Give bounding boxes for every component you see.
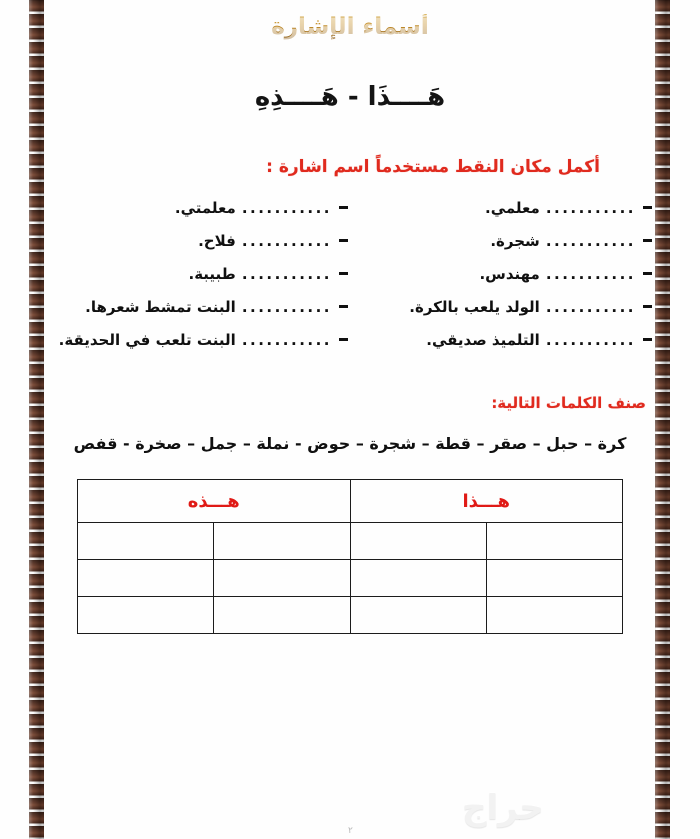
exercise-text: التلميذ صديقي. bbox=[426, 331, 540, 349]
exercise-row bbox=[48, 199, 652, 217]
bullet-dash-icon bbox=[339, 206, 348, 209]
decorative-rope-border-left bbox=[29, 0, 44, 839]
table-header-row bbox=[78, 480, 623, 523]
watermark-logo: حراج bbox=[462, 788, 544, 828]
exercise-text: فلاح. bbox=[198, 232, 236, 250]
exercise-text: معلمي. bbox=[485, 199, 540, 217]
exercise-list bbox=[48, 199, 652, 364]
worksheet-content bbox=[48, 0, 652, 634]
table-cell[interactable] bbox=[350, 597, 486, 634]
bullet-dash-icon bbox=[643, 338, 652, 341]
exercise-text: البنت تمشط شعرها. bbox=[85, 298, 236, 316]
exercise-item bbox=[364, 298, 652, 316]
exercise-item bbox=[48, 265, 348, 283]
decorative-rope-border-right bbox=[655, 0, 670, 839]
table-cell[interactable] bbox=[486, 523, 622, 560]
bullet-dash-icon bbox=[643, 305, 652, 308]
blank-dots: ........... bbox=[545, 265, 636, 283]
blank-dots: ........... bbox=[545, 298, 636, 316]
exercise-row bbox=[48, 265, 652, 283]
table-cell[interactable] bbox=[78, 523, 214, 560]
instruction-classify: صنف الكلمات التالية: bbox=[491, 394, 646, 412]
blank-dots: ........... bbox=[241, 232, 332, 250]
blank-dots: ........... bbox=[241, 265, 332, 283]
classification-table bbox=[77, 479, 623, 634]
table-row bbox=[78, 560, 623, 597]
exercise-item bbox=[364, 232, 652, 250]
blank-dots: ........... bbox=[241, 199, 332, 217]
exercise-text: طبيبة. bbox=[188, 265, 236, 283]
exercise-text: معلمتي. bbox=[174, 199, 236, 217]
exercise-item bbox=[48, 298, 348, 316]
bullet-dash-icon bbox=[643, 239, 652, 242]
table-cell[interactable] bbox=[350, 560, 486, 597]
exercise-text: البنت تلعب في الحديقة. bbox=[58, 331, 236, 349]
table-header-hathihi: هـــذه bbox=[78, 480, 351, 523]
blank-dots: ........... bbox=[241, 298, 332, 316]
bullet-dash-icon bbox=[339, 239, 348, 242]
exercise-item bbox=[48, 331, 348, 349]
exercise-item bbox=[48, 199, 348, 217]
exercise-row bbox=[48, 232, 652, 250]
table-header-hatha: هـــذا bbox=[350, 480, 623, 523]
blank-dots: ........... bbox=[545, 199, 636, 217]
exercise-item bbox=[364, 265, 652, 283]
blank-dots: ........... bbox=[545, 331, 636, 349]
page-number: ٢ bbox=[348, 826, 353, 836]
page-title: أسماء الإشارة bbox=[48, 14, 652, 40]
bullet-dash-icon bbox=[643, 206, 652, 209]
exercise-text: مهندس. bbox=[479, 265, 540, 283]
exercise-item bbox=[364, 199, 652, 217]
bullet-dash-icon bbox=[339, 272, 348, 275]
classification-table-wrapper bbox=[48, 479, 652, 634]
exercise-item bbox=[48, 232, 348, 250]
exercise-text: شجرة. bbox=[490, 232, 540, 250]
table-cell[interactable] bbox=[486, 597, 622, 634]
table-cell[interactable] bbox=[350, 523, 486, 560]
blank-dots: ........... bbox=[545, 232, 636, 250]
table-row bbox=[78, 523, 623, 560]
table-row bbox=[78, 597, 623, 634]
table-cell[interactable] bbox=[214, 523, 350, 560]
exercise-row bbox=[48, 331, 652, 349]
table-cell[interactable] bbox=[78, 560, 214, 597]
exercise-row bbox=[48, 298, 652, 316]
exercise-text: الولد يلعب بالكرة. bbox=[409, 298, 540, 316]
bullet-dash-icon bbox=[643, 272, 652, 275]
exercise-item bbox=[364, 331, 652, 349]
table-cell[interactable] bbox=[214, 560, 350, 597]
blank-dots: ........... bbox=[241, 331, 332, 349]
table-cell[interactable] bbox=[214, 597, 350, 634]
bullet-dash-icon bbox=[339, 305, 348, 308]
bullet-dash-icon bbox=[339, 338, 348, 341]
table-cell[interactable] bbox=[78, 597, 214, 634]
table-cell[interactable] bbox=[486, 560, 622, 597]
demonstratives-headline: هَــــذَا - هَــــذِهِ bbox=[254, 82, 446, 112]
instruction-fill-blanks: أكمل مكان النقط مستخدماً اسم اشارة : bbox=[266, 157, 600, 177]
word-bank: كرة – حبل – صقر – قطة – شجرة – حوض - نملة – جمل – صخرة - قفص bbox=[73, 434, 627, 453]
